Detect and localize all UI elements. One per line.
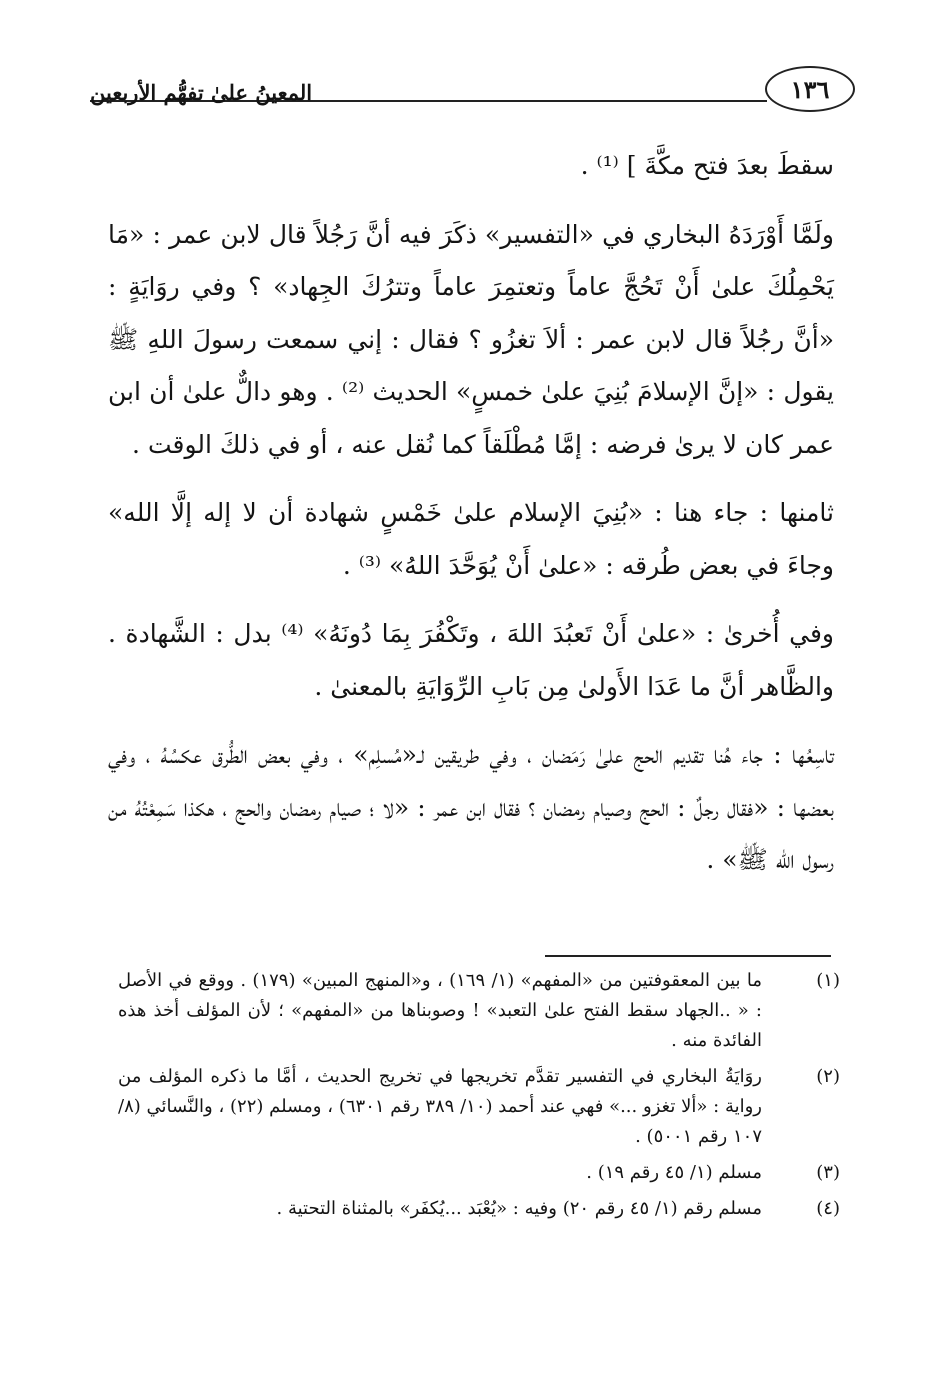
page-header [90, 66, 855, 122]
footnote-1 [118, 966, 840, 1056]
paragraph-3: ثامنها : جاء هنا : «بُنِيَ الإسلام علىٰ خَمْسٍ شهادة أن لا إله إلَّا الله» وجاءَ في بعض طُرقه : «علىٰ أَنْ يُوَحَّدَ اللهُ» ⁽³⁾ . [108, 498, 834, 580]
running-title: المعينُ علىٰ تفهُّم الأربعين [90, 80, 313, 105]
footnote-3 [118, 1158, 840, 1188]
footnote-number: (١) [816, 970, 840, 991]
footnote-number: (٤) [816, 1198, 840, 1219]
paragraph-4: وفي أُخرىٰ : «علىٰ أَنْ تَعبُدَ اللهَ ، وتَكْفُرَ بِمَا دُونَهُ» ⁽⁴⁾ بدل : الشَّهادة . والظَّاهر أنَّ ما عَدَا الأَولىٰ مِن بَابِ الرِّوَايَةِ بالمعنىٰ . [108, 619, 834, 701]
footnote-text: روَايَةُ البخاري في التفسير تقدَّم تخريجها في تخريج الحديث ، أمَّا ما ذكره المؤلف من رواية : «ألا تغزو ...» فهي عند أحمد (١٠/ ٣٨٩ رقم ٦٣٠١) ، ومسلم (٢٢) ، والنَّسائي (٨/ ١٠٧ رقم ٥٠٠١) . [118, 1066, 762, 1147]
footnote-text: ما بين المعقوفتين من «المفهم» (١/ ١٦٩) ، و«المنهج المبين» (١٧٩) . ووقع في الأصل : « ..الجهاد سقط الفتح علىٰ التعبد» ! وصوبناها من «المفهم» ؛ لأن المؤلف أخذ هذه الفائدة منه . [118, 970, 762, 1051]
footnote-separator [545, 955, 831, 957]
page-number [765, 66, 855, 112]
footnote-number: (٢) [816, 1066, 840, 1087]
footnotes [118, 966, 840, 1230]
footnote-4 [118, 1194, 840, 1224]
footnote-text: مسلم (١/ ٤٥ رقم ١٩) . [586, 1162, 762, 1183]
paragraph-1: سقطَ بعدَ فتح مكَّةَ ] ⁽¹⁾ . [580, 151, 834, 180]
footnote-2 [118, 1062, 840, 1152]
footnote-text: مسلم رقم (١/ ٤٥ رقم ٢٠) وفيه : «يُعْبَد ...يُكفَر» بالمثناة التحتية . [276, 1198, 762, 1219]
page-number-text: ١٣٦ [790, 74, 830, 104]
paragraph-2: ولَمَّا أَوْرَدَهُ البخاري في «التفسير» ذكَرَ فيه أنَّ رَجُلاً قال لابن عمر : «مَا يَحْمِلُكَ علىٰ أَنْ تَحُجَّ عاماً وتعتمِرَ عاماً وتترُكَ الجِهاد» ؟ وفي روَايَةٍ : «أنَّ رجُلاً قال لابن عمر : ألاَ تغزُو ؟ فقال : إني سمعت رسولَ اللهِ ﷺ يقول : «إنَّ الإسلامَ بُنِيَ علىٰ خمسٍ» الحديث ⁽²⁾ . وهو دالٌّ علىٰ أن ابن عمر كان لا يرىٰ فرضه : إمَّا مُطْلَقاً كما نُقل عنه ، أو في ذلكَ الوقت . [108, 219, 835, 459]
paragraph-5: تاسِعُها : جاء هُنا تقديم الحج علىٰ رَمَضان ، وفي طريقين لـ«مُسلِم» ، وفي بعض الطُّرق عكسُهُ ، وفي بعضها : «فقال رجلٌ : الحج وصيام رمضان ؟ فقال ابن عمر : «لا ؛ صيام رمضان والحج ، هكذا سَمِعْتُهُ من رسول الله ﷺ» . [108, 740, 834, 874]
main-text [108, 140, 834, 887]
footnote-number: (٣) [816, 1162, 840, 1183]
